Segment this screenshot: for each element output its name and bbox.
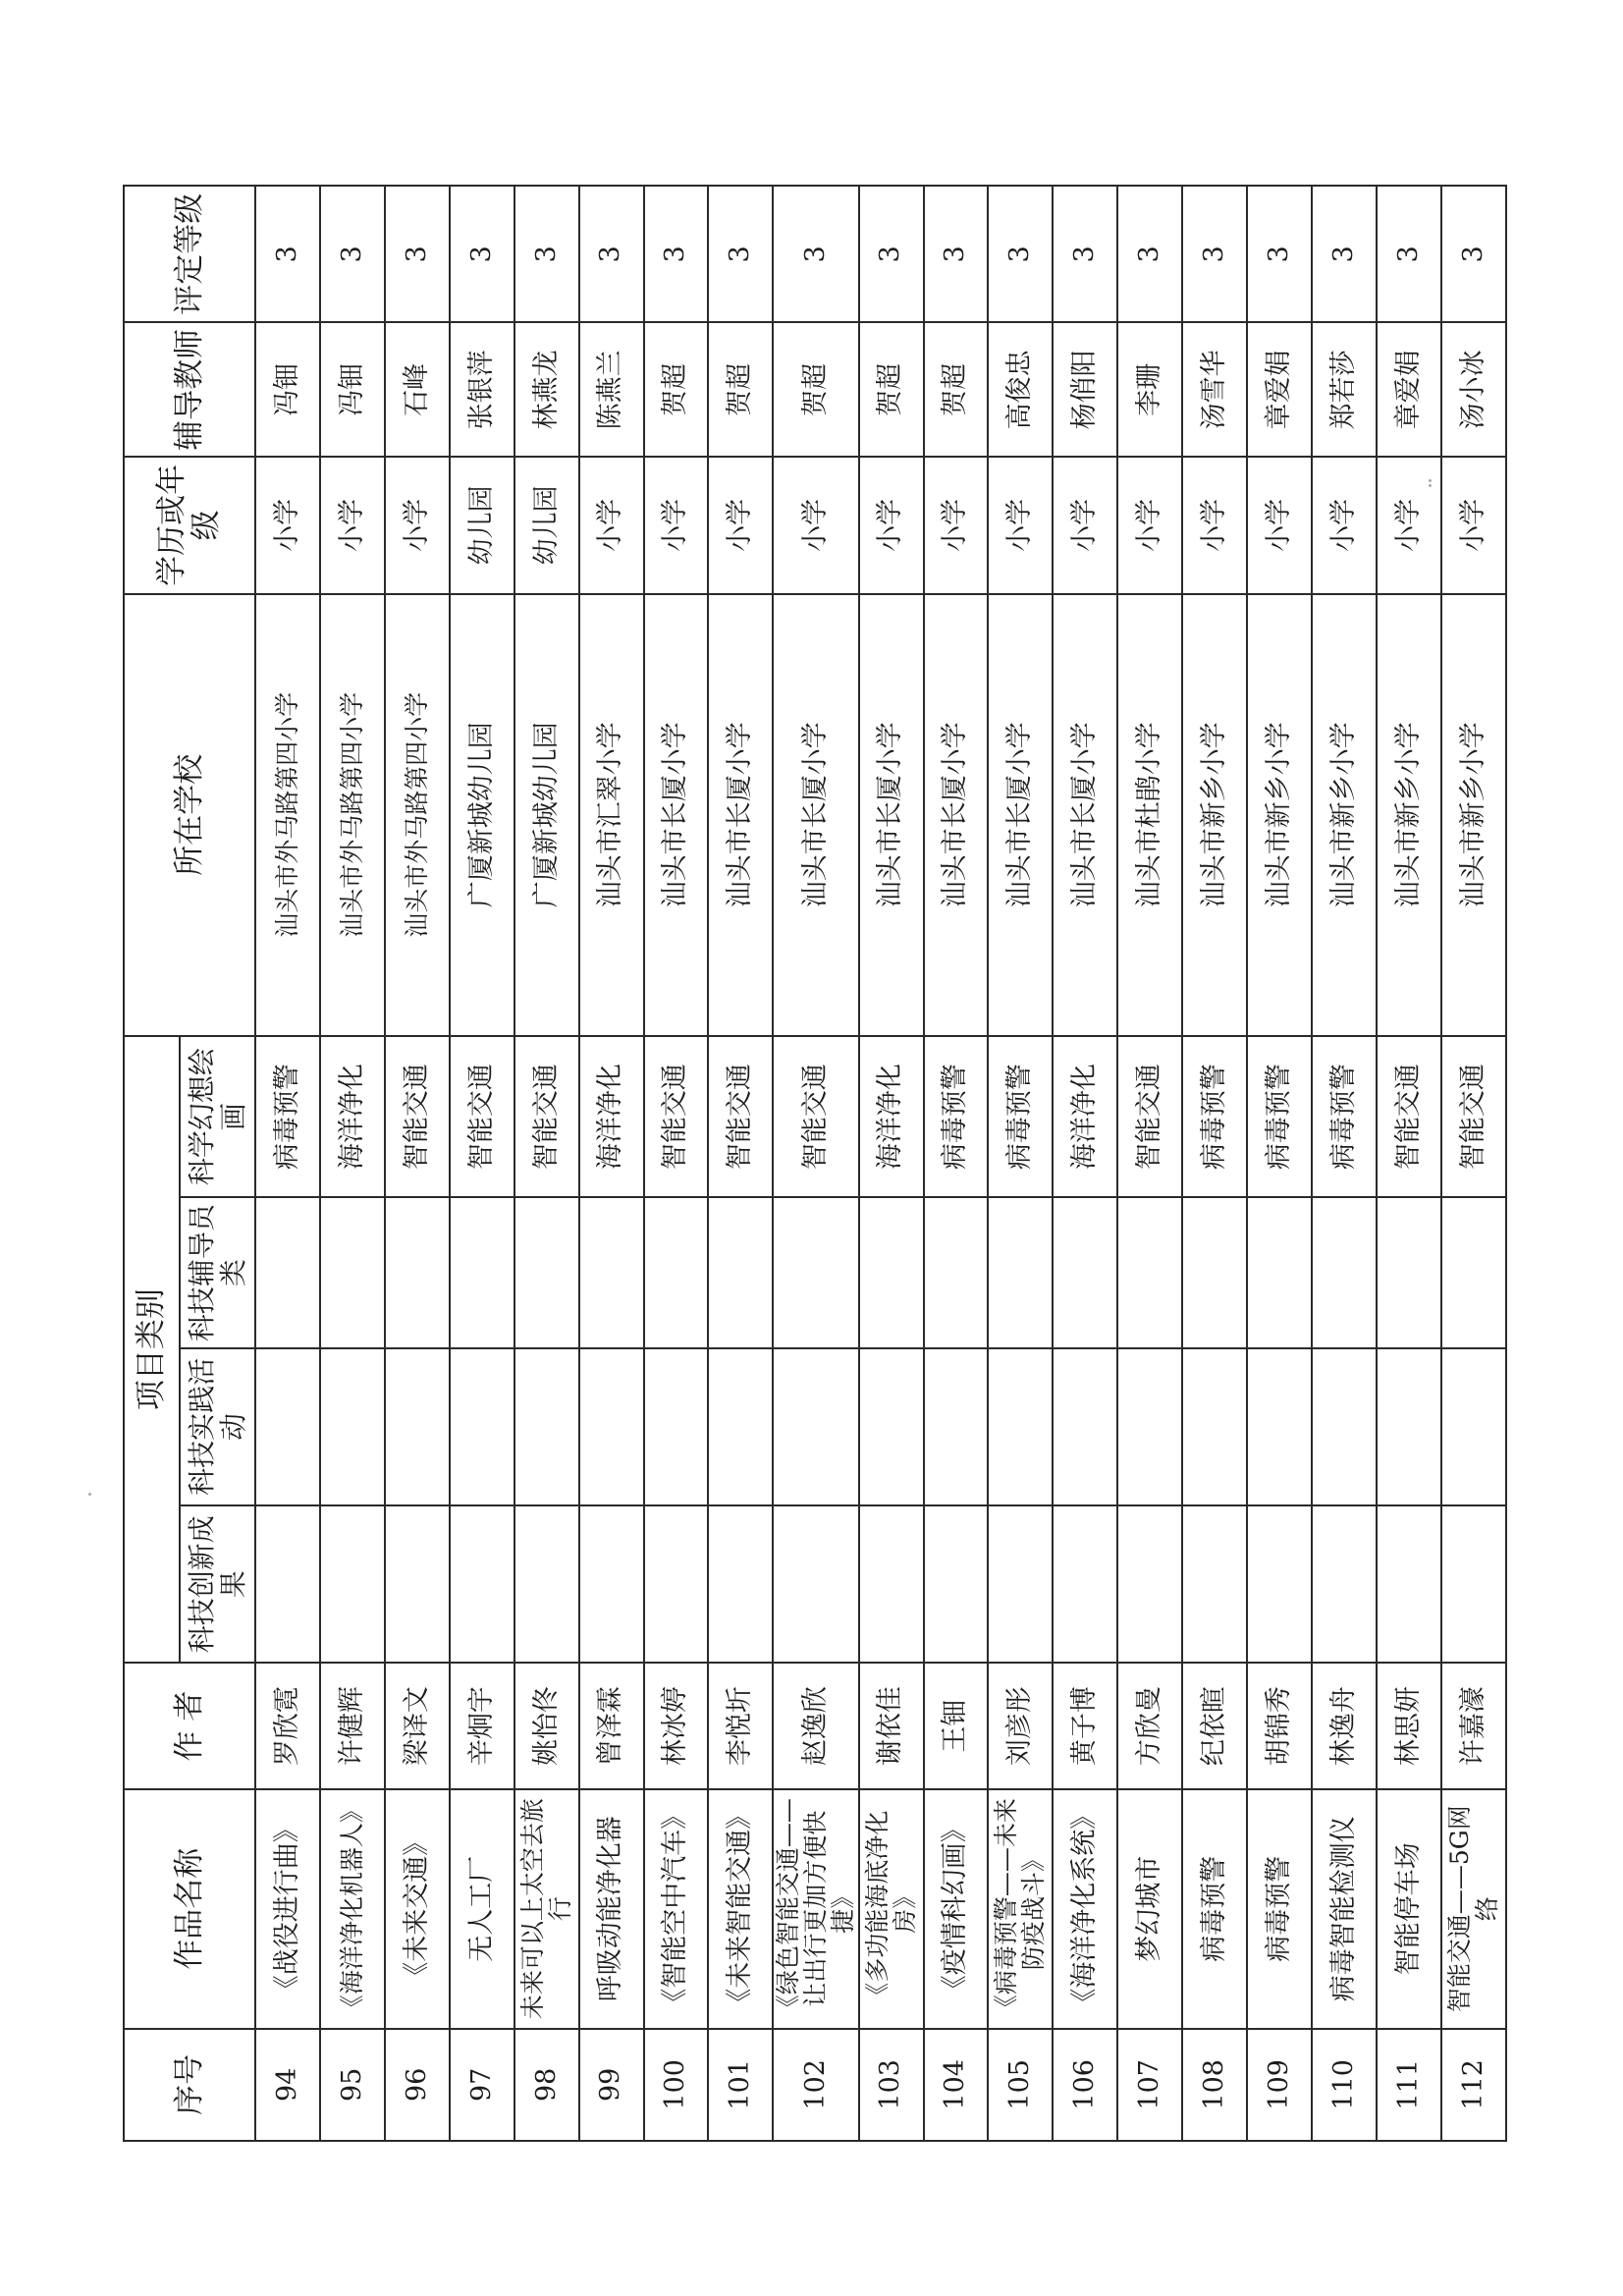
cell-rating: 3 — [773, 186, 858, 323]
cell-tutor — [579, 1197, 644, 1347]
cell-work-name: 呼吸动能净化器 — [579, 1789, 644, 2029]
header-project-category: 项目类别 — [124, 1036, 180, 1664]
cell-grade: 小学 — [644, 457, 709, 593]
table-row — [1182, 186, 1247, 2141]
cell-rating: 3 — [514, 186, 579, 323]
cell-innovation — [450, 1505, 514, 1663]
cell-work-name: 《智能空中汽车》 — [644, 1789, 709, 2029]
cell-practice — [859, 1348, 924, 1505]
cell-rating: 3 — [385, 186, 450, 323]
table-row — [708, 186, 773, 2141]
cell-painting: 病毒预警 — [988, 1036, 1053, 1198]
cell-grade: 小学 — [1441, 457, 1506, 593]
cell-painting: 智能交通 — [514, 1036, 579, 1198]
table-row — [988, 186, 1053, 2141]
header-seq: 序号 — [124, 2029, 255, 2141]
cell-school: 汕头市新乡小学 — [1377, 594, 1441, 1036]
cell-grade: 小学 — [1053, 457, 1117, 593]
cell-work-name: 《战役进行曲》 — [255, 1789, 320, 2029]
cell-work-name: 《未来交通》 — [385, 1789, 450, 2029]
cell-innovation — [708, 1505, 773, 1663]
cell-grade: 小学 — [924, 457, 989, 593]
cell-grade: 幼儿园 — [514, 457, 579, 593]
cell-work-name: 《病毒预警——未来防疫战斗》 — [988, 1789, 1053, 2029]
cell-rating: 3 — [859, 186, 924, 323]
cell-innovation — [1441, 1505, 1506, 1663]
header-cat-practice: 科技实践活动 — [180, 1348, 255, 1505]
cell-school: 汕头市长厦小学 — [644, 594, 709, 1036]
cell-rating: 3 — [1377, 186, 1441, 323]
cell-teacher: 杨俏阳 — [1053, 323, 1117, 458]
header-cat-painting: 科学幻想绘画 — [180, 1036, 255, 1198]
cell-work-name: 《疫情科幻画》 — [924, 1789, 989, 2029]
cell-seq: 112 — [1441, 2029, 1506, 2141]
table-row — [385, 186, 450, 2141]
cell-practice — [924, 1348, 989, 1505]
award-table-rotated — [123, 185, 1507, 2142]
cell-work-name: 《海洋净化机器人》 — [320, 1789, 385, 2029]
cell-grade: 小学 — [255, 457, 320, 593]
cell-teacher: 贺超 — [708, 323, 773, 458]
cell-school: 汕头市长厦小学 — [708, 594, 773, 1036]
cell-tutor — [514, 1197, 579, 1347]
cell-painting: 智能交通 — [1377, 1036, 1441, 1198]
cell-innovation — [255, 1505, 320, 1663]
cell-rating: 3 — [320, 186, 385, 323]
cell-innovation — [773, 1505, 858, 1663]
cell-school: 汕头市长厦小学 — [988, 594, 1053, 1036]
header-work-name: 作品名称 — [124, 1789, 255, 2029]
cell-innovation — [1377, 1505, 1441, 1663]
cell-author: 曾泽霖 — [579, 1663, 644, 1788]
cell-seq: 98 — [514, 2029, 579, 2141]
cell-author: 梁译文 — [385, 1663, 450, 1788]
cell-painting: 病毒预警 — [1182, 1036, 1247, 1198]
cell-seq: 96 — [385, 2029, 450, 2141]
table-row — [255, 186, 320, 2141]
cell-innovation — [1053, 1505, 1117, 1663]
cell-tutor — [773, 1197, 858, 1347]
cell-teacher: 贺超 — [773, 323, 858, 458]
cell-author: 林冰婷 — [644, 1663, 709, 1788]
cell-practice — [1441, 1348, 1506, 1505]
cell-grade: 小学 — [1182, 457, 1247, 593]
cell-author: 林思妍 — [1377, 1663, 1441, 1788]
cell-tutor — [644, 1197, 709, 1347]
cell-work-name: 智能停车场 — [1377, 1789, 1441, 2029]
cell-painting: 海洋净化 — [1053, 1036, 1117, 1198]
cell-practice — [514, 1348, 579, 1505]
cell-tutor — [320, 1197, 385, 1347]
cell-seq: 111 — [1377, 2029, 1441, 2141]
cell-grade: 小学 — [859, 457, 924, 593]
cell-practice — [1053, 1348, 1117, 1505]
header-teacher: 辅导教师 — [124, 323, 255, 458]
cell-rating: 3 — [1053, 186, 1117, 323]
cell-practice — [708, 1348, 773, 1505]
cell-author: 谢依佳 — [859, 1663, 924, 1788]
cell-teacher: 汤雪华 — [1182, 323, 1247, 458]
cell-teacher: 冯钿 — [320, 323, 385, 458]
cell-innovation — [320, 1505, 385, 1663]
cell-seq: 101 — [708, 2029, 773, 2141]
cell-school: 汕头市外马路第四小学 — [255, 594, 320, 1036]
cell-teacher: 石峰 — [385, 323, 450, 458]
table-row — [924, 186, 989, 2141]
cell-author: 罗欣霓 — [255, 1663, 320, 1788]
cell-teacher: 陈燕兰 — [579, 323, 644, 458]
cell-innovation — [385, 1505, 450, 1663]
cell-grade: 小学 — [1247, 457, 1312, 593]
cell-author: 纪依暄 — [1182, 1663, 1247, 1788]
cell-school: 汕头市新乡小学 — [1182, 594, 1247, 1036]
cell-rating: 3 — [1312, 186, 1377, 323]
cell-innovation — [514, 1505, 579, 1663]
cell-tutor — [1053, 1197, 1117, 1347]
table-row — [514, 186, 579, 2141]
cell-seq: 105 — [988, 2029, 1053, 2141]
cell-author: 许嘉濠 — [1441, 1663, 1506, 1788]
cell-innovation — [644, 1505, 709, 1663]
cell-work-name: 病毒预警 — [1247, 1789, 1312, 2029]
cell-painting: 海洋净化 — [320, 1036, 385, 1198]
cell-tutor — [1441, 1197, 1506, 1347]
cell-work-name: 未来可以上太空去旅行 — [514, 1789, 579, 2029]
cell-tutor — [1182, 1197, 1247, 1347]
cell-rating: 3 — [579, 186, 644, 323]
table-row — [859, 186, 924, 2141]
cell-tutor — [1377, 1197, 1441, 1347]
cell-painting: 病毒预警 — [1312, 1036, 1377, 1198]
cell-work-name: 病毒智能检测仪 — [1312, 1789, 1377, 2029]
cell-practice — [1117, 1348, 1182, 1505]
cell-tutor — [385, 1197, 450, 1347]
cell-grade: 幼儿园 — [450, 457, 514, 593]
cell-work-name: 《未来智能交通》 — [708, 1789, 773, 2029]
header-rating: 评定等级 — [124, 186, 255, 323]
table-row — [1441, 186, 1506, 2141]
cell-author: 辛炯宇 — [450, 1663, 514, 1788]
cell-work-name: 《绿色智能交通——让出行更加方便快捷》 — [773, 1789, 858, 2029]
cell-school: 汕头市长厦小学 — [859, 594, 924, 1036]
cell-practice — [1377, 1348, 1441, 1505]
cell-grade: 小学 — [579, 457, 644, 593]
cell-teacher: 林燕龙 — [514, 323, 579, 458]
cell-teacher: 章爱娟 — [1247, 323, 1312, 458]
cell-work-name: 智能交通——5G网络 — [1441, 1789, 1506, 2029]
cell-grade: 小学 — [1117, 457, 1182, 593]
cell-painting: 海洋净化 — [579, 1036, 644, 1198]
cell-author: 黄子博 — [1053, 1663, 1117, 1788]
cell-painting: 病毒预警 — [255, 1036, 320, 1198]
cell-seq: 106 — [1053, 2029, 1117, 2141]
cell-rating: 3 — [644, 186, 709, 323]
cell-painting: 智能交通 — [1441, 1036, 1506, 1198]
table-row — [644, 186, 709, 2141]
cell-author: 赵逸欣 — [773, 1663, 858, 1788]
cell-rating: 3 — [1441, 186, 1506, 323]
cell-practice — [320, 1348, 385, 1505]
cell-grade: 小学 — [773, 457, 858, 593]
table-row — [1117, 186, 1182, 2141]
cell-tutor — [988, 1197, 1053, 1347]
cell-work-name: 梦幻城市 — [1117, 1789, 1182, 2029]
table-row — [1377, 186, 1441, 2141]
cell-painting: 海洋净化 — [859, 1036, 924, 1198]
cell-work-name: 《多功能海底净化房》 — [859, 1789, 924, 2029]
cell-tutor — [708, 1197, 773, 1347]
cell-teacher: 贺超 — [924, 323, 989, 458]
cell-seq: 110 — [1312, 2029, 1377, 2141]
cell-author: 李悦圻 — [708, 1663, 773, 1788]
cell-rating: 3 — [924, 186, 989, 323]
cell-grade: 小学 — [1377, 457, 1441, 593]
cell-seq: 107 — [1117, 2029, 1182, 2141]
cell-practice — [773, 1348, 858, 1505]
cell-painting: 智能交通 — [708, 1036, 773, 1198]
cell-tutor — [1312, 1197, 1377, 1347]
cell-painting: 智能交通 — [773, 1036, 858, 1198]
cell-seq: 95 — [320, 2029, 385, 2141]
table-row — [320, 186, 385, 2141]
cell-painting: 智能交通 — [385, 1036, 450, 1198]
cell-school: 汕头市外马路第四小学 — [385, 594, 450, 1036]
cell-seq: 100 — [644, 2029, 709, 2141]
cell-rating: 3 — [708, 186, 773, 323]
cell-seq: 104 — [924, 2029, 989, 2141]
cell-practice — [1247, 1348, 1312, 1505]
cell-practice — [579, 1348, 644, 1505]
cell-teacher: 贺超 — [644, 323, 709, 458]
cell-school: 汕头市新乡小学 — [1312, 594, 1377, 1036]
cell-school: 广厦新城幼儿园 — [514, 594, 579, 1036]
cell-tutor — [1117, 1197, 1182, 1347]
cell-painting: 智能交通 — [450, 1036, 514, 1198]
cell-practice — [1182, 1348, 1247, 1505]
cell-tutor — [1247, 1197, 1312, 1347]
cell-school: 汕头市长厦小学 — [773, 594, 858, 1036]
cell-teacher: 高俊忠 — [988, 323, 1053, 458]
cell-innovation — [1247, 1505, 1312, 1663]
cell-tutor — [450, 1197, 514, 1347]
cell-author: 许健辉 — [320, 1663, 385, 1788]
cell-seq: 102 — [773, 2029, 858, 2141]
cell-school: 汕头市新乡小学 — [1247, 594, 1312, 1036]
cell-author: 方欣曼 — [1117, 1663, 1182, 1788]
cell-teacher: 张银萍 — [450, 323, 514, 458]
cell-seq: 103 — [859, 2029, 924, 2141]
cell-grade: 小学 — [988, 457, 1053, 593]
cell-tutor — [859, 1197, 924, 1347]
cell-rating: 3 — [1247, 186, 1312, 323]
cell-school: 汕头市长厦小学 — [924, 594, 989, 1036]
header-cat-tutor: 科技辅导员类 — [180, 1197, 255, 1347]
cell-grade: 小学 — [385, 457, 450, 593]
cell-grade: 小学 — [320, 457, 385, 593]
cell-school: 汕头市杜鹃小学 — [1117, 594, 1182, 1036]
cell-seq: 97 — [450, 2029, 514, 2141]
cell-work-name: 无人工厂 — [450, 1789, 514, 2029]
cell-author: 姚怡佟 — [514, 1663, 579, 1788]
cell-rating: 3 — [255, 186, 320, 323]
cell-practice — [988, 1348, 1053, 1505]
table-row — [1247, 186, 1312, 2141]
cell-innovation — [1182, 1505, 1247, 1663]
cell-innovation — [1312, 1505, 1377, 1663]
cell-author: 胡锦秀 — [1247, 1663, 1312, 1788]
table-row — [450, 186, 514, 2141]
cell-innovation — [924, 1505, 989, 1663]
cell-school: 汕头市新乡小学 — [1441, 594, 1506, 1036]
cell-painting: 病毒预警 — [924, 1036, 989, 1198]
cell-innovation — [859, 1505, 924, 1663]
cell-rating: 3 — [1182, 186, 1247, 323]
cell-school: 汕头市外马路第四小学 — [320, 594, 385, 1036]
cell-work-name: 《海洋净化系统》 — [1053, 1789, 1117, 2029]
cell-practice — [644, 1348, 709, 1505]
cell-author: 王钿 — [924, 1663, 989, 1788]
cell-author: 刘彦彤 — [988, 1663, 1053, 1788]
cell-work-name: 病毒预警 — [1182, 1789, 1247, 2029]
scan-speck — [88, 1493, 91, 1496]
header-cat-innovation: 科技创新成果 — [180, 1505, 255, 1663]
award-table-frame — [123, 185, 1507, 2142]
cell-teacher: 冯钿 — [255, 323, 320, 458]
header-grade: 学历或年级 — [124, 457, 255, 593]
cell-seq: 94 — [255, 2029, 320, 2141]
table-row — [1312, 186, 1377, 2141]
cell-teacher: 贺超 — [859, 323, 924, 458]
cell-seq: 99 — [579, 2029, 644, 2141]
cell-grade: 小学 — [708, 457, 773, 593]
cell-practice — [255, 1348, 320, 1505]
cell-practice — [450, 1348, 514, 1505]
table-row — [1053, 186, 1117, 2141]
cell-school: 广厦新城幼儿园 — [450, 594, 514, 1036]
cell-school: 汕头市汇翠小学 — [579, 594, 644, 1036]
table-row — [773, 186, 858, 2141]
table-body — [255, 186, 1506, 2141]
cell-painting: 病毒预警 — [1247, 1036, 1312, 1198]
cell-practice — [1312, 1348, 1377, 1505]
cell-seq: 108 — [1182, 2029, 1247, 2141]
cell-innovation — [988, 1505, 1053, 1663]
cell-innovation — [579, 1505, 644, 1663]
cell-author: 林逸舟 — [1312, 1663, 1377, 1788]
cell-grade: 小学 — [1312, 457, 1377, 593]
cell-painting: 智能交通 — [644, 1036, 709, 1198]
cell-innovation — [1117, 1505, 1182, 1663]
header-author: 作 者 — [124, 1663, 255, 1788]
cell-teacher: 李珊 — [1117, 323, 1182, 458]
cell-tutor — [255, 1197, 320, 1347]
cell-teacher: 郑若莎 — [1312, 323, 1377, 458]
cell-school: 汕头市长厦小学 — [1053, 594, 1117, 1036]
cell-tutor — [924, 1197, 989, 1347]
cell-seq: 109 — [1247, 2029, 1312, 2141]
award-table — [123, 185, 1507, 2142]
cell-teacher: 章爱娟 — [1377, 323, 1441, 458]
cell-rating: 3 — [450, 186, 514, 323]
cell-painting: 智能交通 — [1117, 1036, 1182, 1198]
cell-teacher: 汤小冰 — [1441, 323, 1506, 458]
cell-rating: 3 — [1117, 186, 1182, 323]
table-row — [579, 186, 644, 2141]
cell-rating: 3 — [988, 186, 1053, 323]
cell-practice — [385, 1348, 450, 1505]
header-school: 所在学校 — [124, 594, 255, 1036]
